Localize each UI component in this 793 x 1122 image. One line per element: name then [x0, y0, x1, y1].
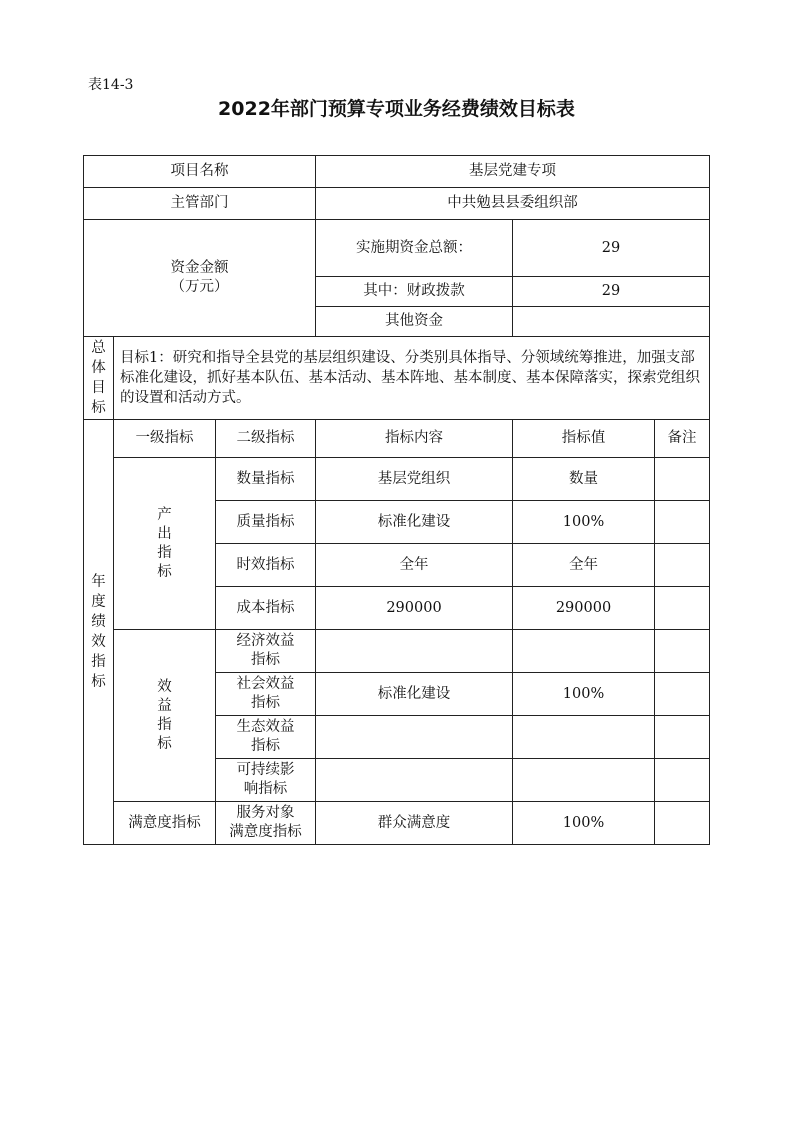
value-cell — [513, 716, 655, 759]
satisfaction-group-label: 满意度指标 — [114, 802, 216, 845]
content-cell — [316, 759, 513, 802]
level2-cell: 社会效益 指标 — [216, 673, 316, 716]
benefit-group-text: 效 益 指 标 — [157, 678, 172, 752]
note-cell — [655, 716, 710, 759]
other-funds-label: 其他资金 — [316, 307, 513, 337]
annual-indicators-label: 年 度 绩 效 指 标 — [84, 420, 114, 845]
level2-cell: 成本指标 — [216, 587, 316, 630]
performance-goal-table — [83, 155, 710, 845]
department-label: 主管部门 — [84, 188, 316, 220]
benefit-group-label — [114, 630, 216, 802]
note-cell — [655, 802, 710, 845]
level2-cell: 可持续影 响指标 — [216, 759, 316, 802]
content-cell: 标准化建设 — [316, 501, 513, 544]
indicator-header-row — [84, 420, 710, 458]
project-name-value: 基层党建专项 — [316, 156, 710, 188]
value-cell: 数量 — [513, 458, 655, 501]
page-title: 2022年部门预算专项业务经费绩效目标表 — [218, 98, 575, 120]
note-cell — [655, 759, 710, 802]
value-cell: 290000 — [513, 587, 655, 630]
funds-label: 资金金额 — [170, 260, 229, 276]
fiscal-funds-value: 29 — [513, 277, 710, 307]
header-level1: 一级指标 — [114, 420, 216, 458]
note-cell — [655, 544, 710, 587]
funds-unit: （万元） — [170, 279, 229, 295]
value-cell: 100% — [513, 673, 655, 716]
output-group-label — [114, 458, 216, 630]
department-value: 中共勉县县委组织部 — [316, 188, 710, 220]
project-name-row — [84, 156, 710, 188]
level2-cell: 数量指标 — [216, 458, 316, 501]
header-level2: 二级指标 — [216, 420, 316, 458]
other-funds-value — [513, 307, 710, 337]
note-cell — [655, 501, 710, 544]
value-cell: 全年 — [513, 544, 655, 587]
content-cell: 基层党组织 — [316, 458, 513, 501]
content-cell: 全年 — [316, 544, 513, 587]
level2-cell: 服务对象 满意度指标 — [216, 802, 316, 845]
project-name-label: 项目名称 — [84, 156, 316, 188]
level2-cell: 质量指标 — [216, 501, 316, 544]
header-note: 备注 — [655, 420, 710, 458]
content-cell — [316, 630, 513, 673]
value-cell — [513, 759, 655, 802]
note-cell — [655, 630, 710, 673]
table-row — [84, 458, 710, 501]
total-funds-value: 29 — [513, 220, 710, 277]
note-cell — [655, 458, 710, 501]
table-code: 表14-3 — [88, 77, 134, 93]
note-cell — [655, 587, 710, 630]
header-content: 指标内容 — [316, 420, 513, 458]
fiscal-funds-label: 其中：财政拨款 — [316, 277, 513, 307]
header-value: 指标值 — [513, 420, 655, 458]
level2-cell: 时效指标 — [216, 544, 316, 587]
level2-cell: 生态效益 指标 — [216, 716, 316, 759]
output-group-text: 产 出 指 标 — [157, 506, 172, 580]
value-cell — [513, 630, 655, 673]
goal-row — [84, 337, 710, 420]
table-row — [84, 802, 710, 845]
content-cell — [316, 716, 513, 759]
content-cell: 290000 — [316, 587, 513, 630]
department-row — [84, 188, 710, 220]
funds-label-cell — [84, 220, 316, 337]
goal-label: 总 体 目 标 — [84, 337, 114, 420]
content-cell: 标准化建设 — [316, 673, 513, 716]
value-cell: 100% — [513, 802, 655, 845]
content-cell: 群众满意度 — [316, 802, 513, 845]
note-cell — [655, 673, 710, 716]
funds-total-row — [84, 220, 710, 277]
table-row — [84, 630, 710, 673]
goal-text: 目标1：研究和指导全县党的基层组织建设、分类别具体指导、分领域统筹推进，加强支部标准化建设，抓好基本队伍、基本活动、基本阵地、基本制度、基本保障落实，探索党组织的设置和活动方式。 — [114, 337, 710, 420]
value-cell: 100% — [513, 501, 655, 544]
total-funds-label: 实施期资金总额： — [316, 220, 513, 277]
level2-cell: 经济效益 指标 — [216, 630, 316, 673]
